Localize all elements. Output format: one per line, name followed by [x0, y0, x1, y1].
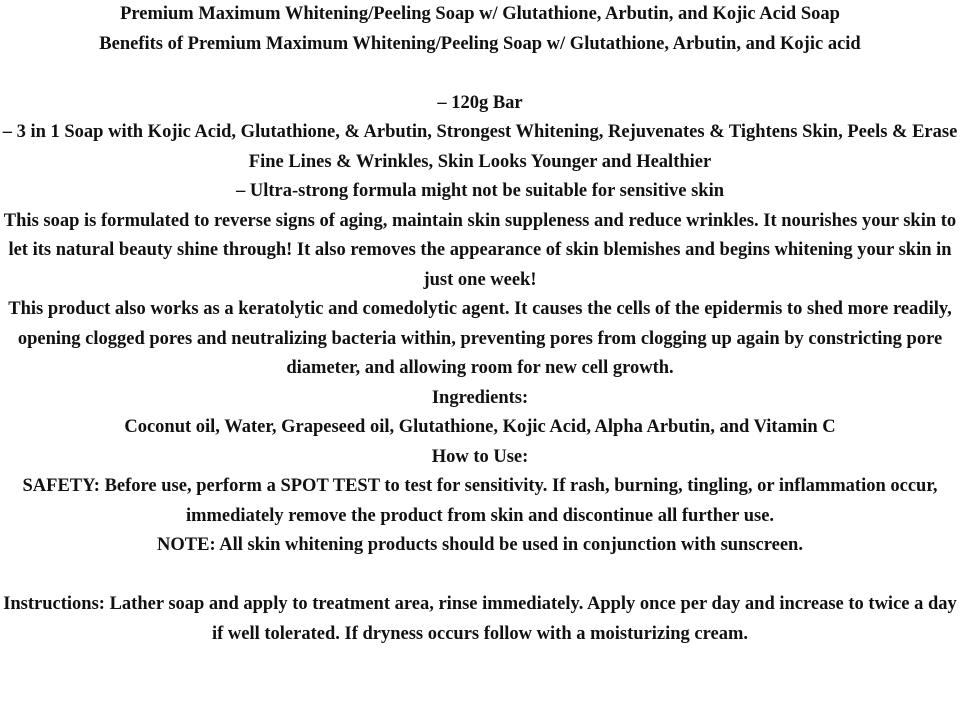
- bullet-features: – 3 in 1 Soap with Kojic Acid, Glutathione, & Arbutin, Strongest Whitening, Rejuvenates & Tightens Skin, Peels & Erase Fine Lines & Wrinkles, Skin Looks Younger and Healthier: [2, 122, 958, 172]
- spacer: [0, 561, 960, 591]
- mechanism-paragraph: This product also works as a keratolytic and comedolytic agent. It causes the cells of the epidermis to shed more readily, opening clogged pores and neutralizing bacteria within, preventing pores from clogging up again by constricting pore diameter, and allowing room for new cell growth.: [8, 299, 952, 378]
- note-text: NOTE: All skin whitening products should be used in conjunction with sunscreen.: [157, 535, 803, 555]
- ingredients-heading: Ingredients:: [431, 387, 529, 408]
- product-title: Premium Maximum Whitening/Peeling Soap w/ Glutathione, Arbutin, and Kojic Acid Soap: [120, 4, 840, 24]
- bullet-warning: – Ultra-strong formula might not be suitable for sensitive skin: [235, 181, 725, 201]
- ingredients-list: Coconut oil, Water, Grapeseed oil, Glutathione, Kojic Acid, Alpha Arbutin, and Vitamin C: [124, 417, 836, 437]
- safety-text: SAFETY: Before use, perform a SPOT TEST to test for sensitivity. If rash, burning, tingling, or inflammation occur, immediately remove the product from skin and discontinue all further use.: [22, 476, 938, 526]
- benefits-heading: Benefits of Premium Maximum Whitening/Peeling Soap w/ Glutathione, Arbutin, and Kojic acid: [99, 33, 861, 54]
- description-paragraph: This soap is formulated to reverse signs of aging, maintain skin suppleness and reduce wrinkles. It nourishes your skin to let its natural beauty shine through! It also removes the appearance of skin blemishes and begins whitening your skin in just one week!: [3, 210, 957, 290]
- bullet-size: – 120g Bar: [437, 92, 523, 113]
- spacer: [0, 59, 960, 89]
- instructions-text: Instructions: Lather soap and apply to treatment area, rinse immediately. Apply once per day and increase to twice a day if well tolerated. If dryness occurs follow with a moisturizing cream.: [3, 594, 957, 644]
- how-to-use-heading: How to Use:: [431, 446, 529, 467]
